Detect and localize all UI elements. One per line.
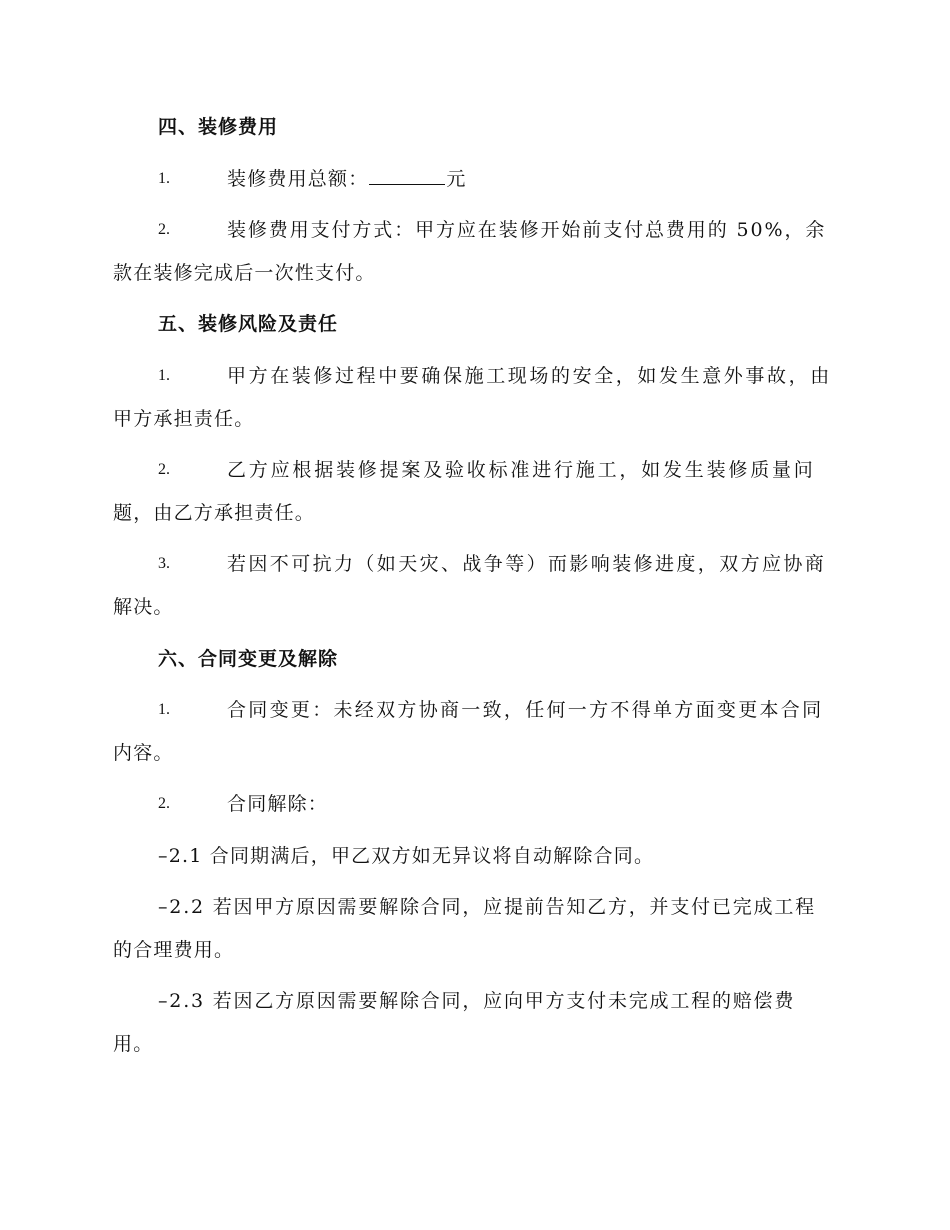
s5-item3-number: 3.: [158, 555, 170, 572]
s5-item2-number: 2.: [158, 461, 170, 478]
section-4-title: 四、装修费用: [158, 116, 279, 138]
s6-sub2-line2: 的合理费用。: [113, 939, 235, 961]
s4-item1-label: 装修费用总额：: [227, 168, 369, 190]
amount-blank: [369, 166, 445, 185]
s6-sub1-line1: –2.1 合同期满后，甲乙双方如无异议将自动解除合同。: [158, 845, 655, 867]
section-6-title: 六、合同变更及解除: [158, 648, 339, 670]
s5-item3-line2: 解决。: [113, 596, 174, 618]
s4-item1-text: [227, 166, 467, 192]
s5-item2-line2: 题，由乙方承担责任。: [113, 502, 316, 524]
s4-item1-unit: 元: [446, 168, 467, 190]
s5-item2-line1: 乙方应根据装修提案及验收标准进行施工，如发生装修质量问: [227, 459, 816, 481]
s6-item1-number: 1.: [158, 701, 170, 718]
s6-item1-line1: 合同变更：未经双方协商一致，任何一方不得单方面变更本合同: [227, 699, 824, 721]
s6-item2-number: 2.: [158, 795, 170, 812]
s5-item3-line1: 若因不可抗力（如天灾、战争等）而影响装修进度，双方应协商: [227, 553, 827, 575]
s5-item1-number: 1.: [158, 367, 170, 384]
s6-sub3-line1: –2.3 若因乙方原因需要解除合同，应向甲方支付未完成工程的赔偿费: [158, 990, 796, 1012]
s4-item1-number: 1.: [158, 170, 170, 187]
s6-sub3-line2: 用。: [113, 1033, 154, 1055]
s5-item1-line2: 甲方承担责任。: [113, 408, 255, 430]
s5-item1-line1: 甲方在装修过程中要确保施工现场的安全，如发生意外事故，由: [227, 365, 832, 387]
s6-sub2-line1: –2.2 若因甲方原因需要解除合同，应提前告知乙方，并支付已完成工程: [158, 896, 816, 918]
s4-item2-number: 2.: [158, 221, 170, 238]
section-5-title: 五、装修风险及责任: [158, 313, 339, 335]
s6-item2-text: 合同解除：: [227, 793, 329, 815]
s6-item1-line2: 内容。: [113, 742, 174, 764]
s4-item2-line1: 装修费用支付方式：甲方应在装修开始前支付总费用的 50%，余: [227, 219, 827, 241]
s4-item2-line2: 款在装修完成后一次性支付。: [113, 262, 376, 284]
